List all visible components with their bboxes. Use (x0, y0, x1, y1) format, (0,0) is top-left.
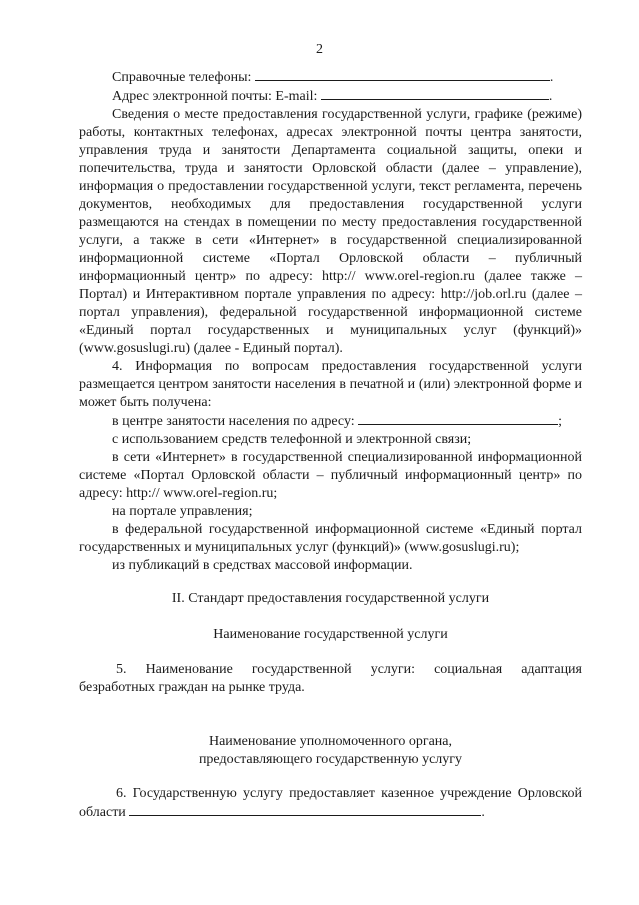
list-item-media: из публикаций в средствах массовой информации. (112, 558, 413, 573)
list-item-federal: в федеральной государственной информационной системе «Единый портал государственных и муниципальных услуг (функций)» (www.gosuslugi.ru); (79, 522, 582, 555)
center-address-blank (358, 412, 558, 425)
list-item-center: в центре занятости населения по адресу: ; (112, 414, 563, 429)
spacer (79, 575, 582, 590)
reference-phones-line: Справочные телефоны: . (112, 70, 554, 85)
reference-phones-label: Справочные телефоны: (112, 70, 252, 85)
spacer (79, 608, 582, 626)
spacer (79, 697, 582, 733)
page-number: 2 (316, 42, 323, 57)
reference-email-line: Адрес электронной почты: E-mail: . (112, 89, 553, 104)
institution-blank-field (129, 803, 481, 816)
phones-blank-field (255, 68, 550, 81)
list-item-portal: на портале управления; (112, 504, 253, 519)
reference-email-label: Адрес электронной почты: E-mail: (112, 89, 318, 104)
list-item-internet: в сети «Интернет» в государственной специализированной информационной системе «Портал Орловской области – публичный информационный центр» по адресу: http:// www.orel-region.ru; (79, 450, 582, 501)
list-item-phone: с использованием средств телефонной и электронной связи; (112, 432, 472, 447)
spacer (79, 644, 582, 661)
email-blank-field (321, 87, 549, 100)
document-body (79, 68, 582, 822)
spacer (79, 769, 582, 785)
item-6-paragraph: 6. Государственную услугу предоставляет казенное учреждение Орловской области . (79, 786, 582, 820)
item-4-paragraph: 4. Информация по вопросам предоставления государственной услуги размещается центром занятости населения в печатной и (или) электронной форме и может быть получена: (79, 359, 582, 410)
item-5-paragraph: 5. Наименование государственной услуги: социальная адаптация безработных граждан на рынке труда. (79, 662, 582, 695)
service-name-heading: Наименование государственной услуги (213, 627, 448, 642)
info-paragraph: Сведения о месте предоставления государственной услуги, графике (режиме) работы, контактных телефонах, адресах электронной почты центра занятости, управления труда и занятости Департамента социальной защиты, опеки и попечительства, труда и занятости Орловской области (далее – управление), информация о предоставлении государственной услуги, текст регламента, перечень документов, необходимых для предоставления государственной услуги размещаются на стендах в помещении по месту предоставления государственной услуги, а также в сети «Интернет» в государственной специализированной информационной системе «Портал Орловской области – публичный информационный центр» по адресу: http:// www.orel-region.ru (далее также – Портал) и Интерактивном портале управления по адресу: http://job.orl.ru (далее – портал управления), федеральной государственной информационной системе «Единый портал государственных и муниципальных услуг (функций)» (www.gosuslugi.ru) (далее - Единый портал). (79, 107, 582, 356)
authority-heading-line-1: Наименование уполномоченного органа, (208, 734, 453, 749)
authority-heading-line-2: предоставляющего государственную услугу (198, 752, 463, 767)
section-2-heading: II. Стандарт предоставления государственной услуги (171, 591, 490, 606)
